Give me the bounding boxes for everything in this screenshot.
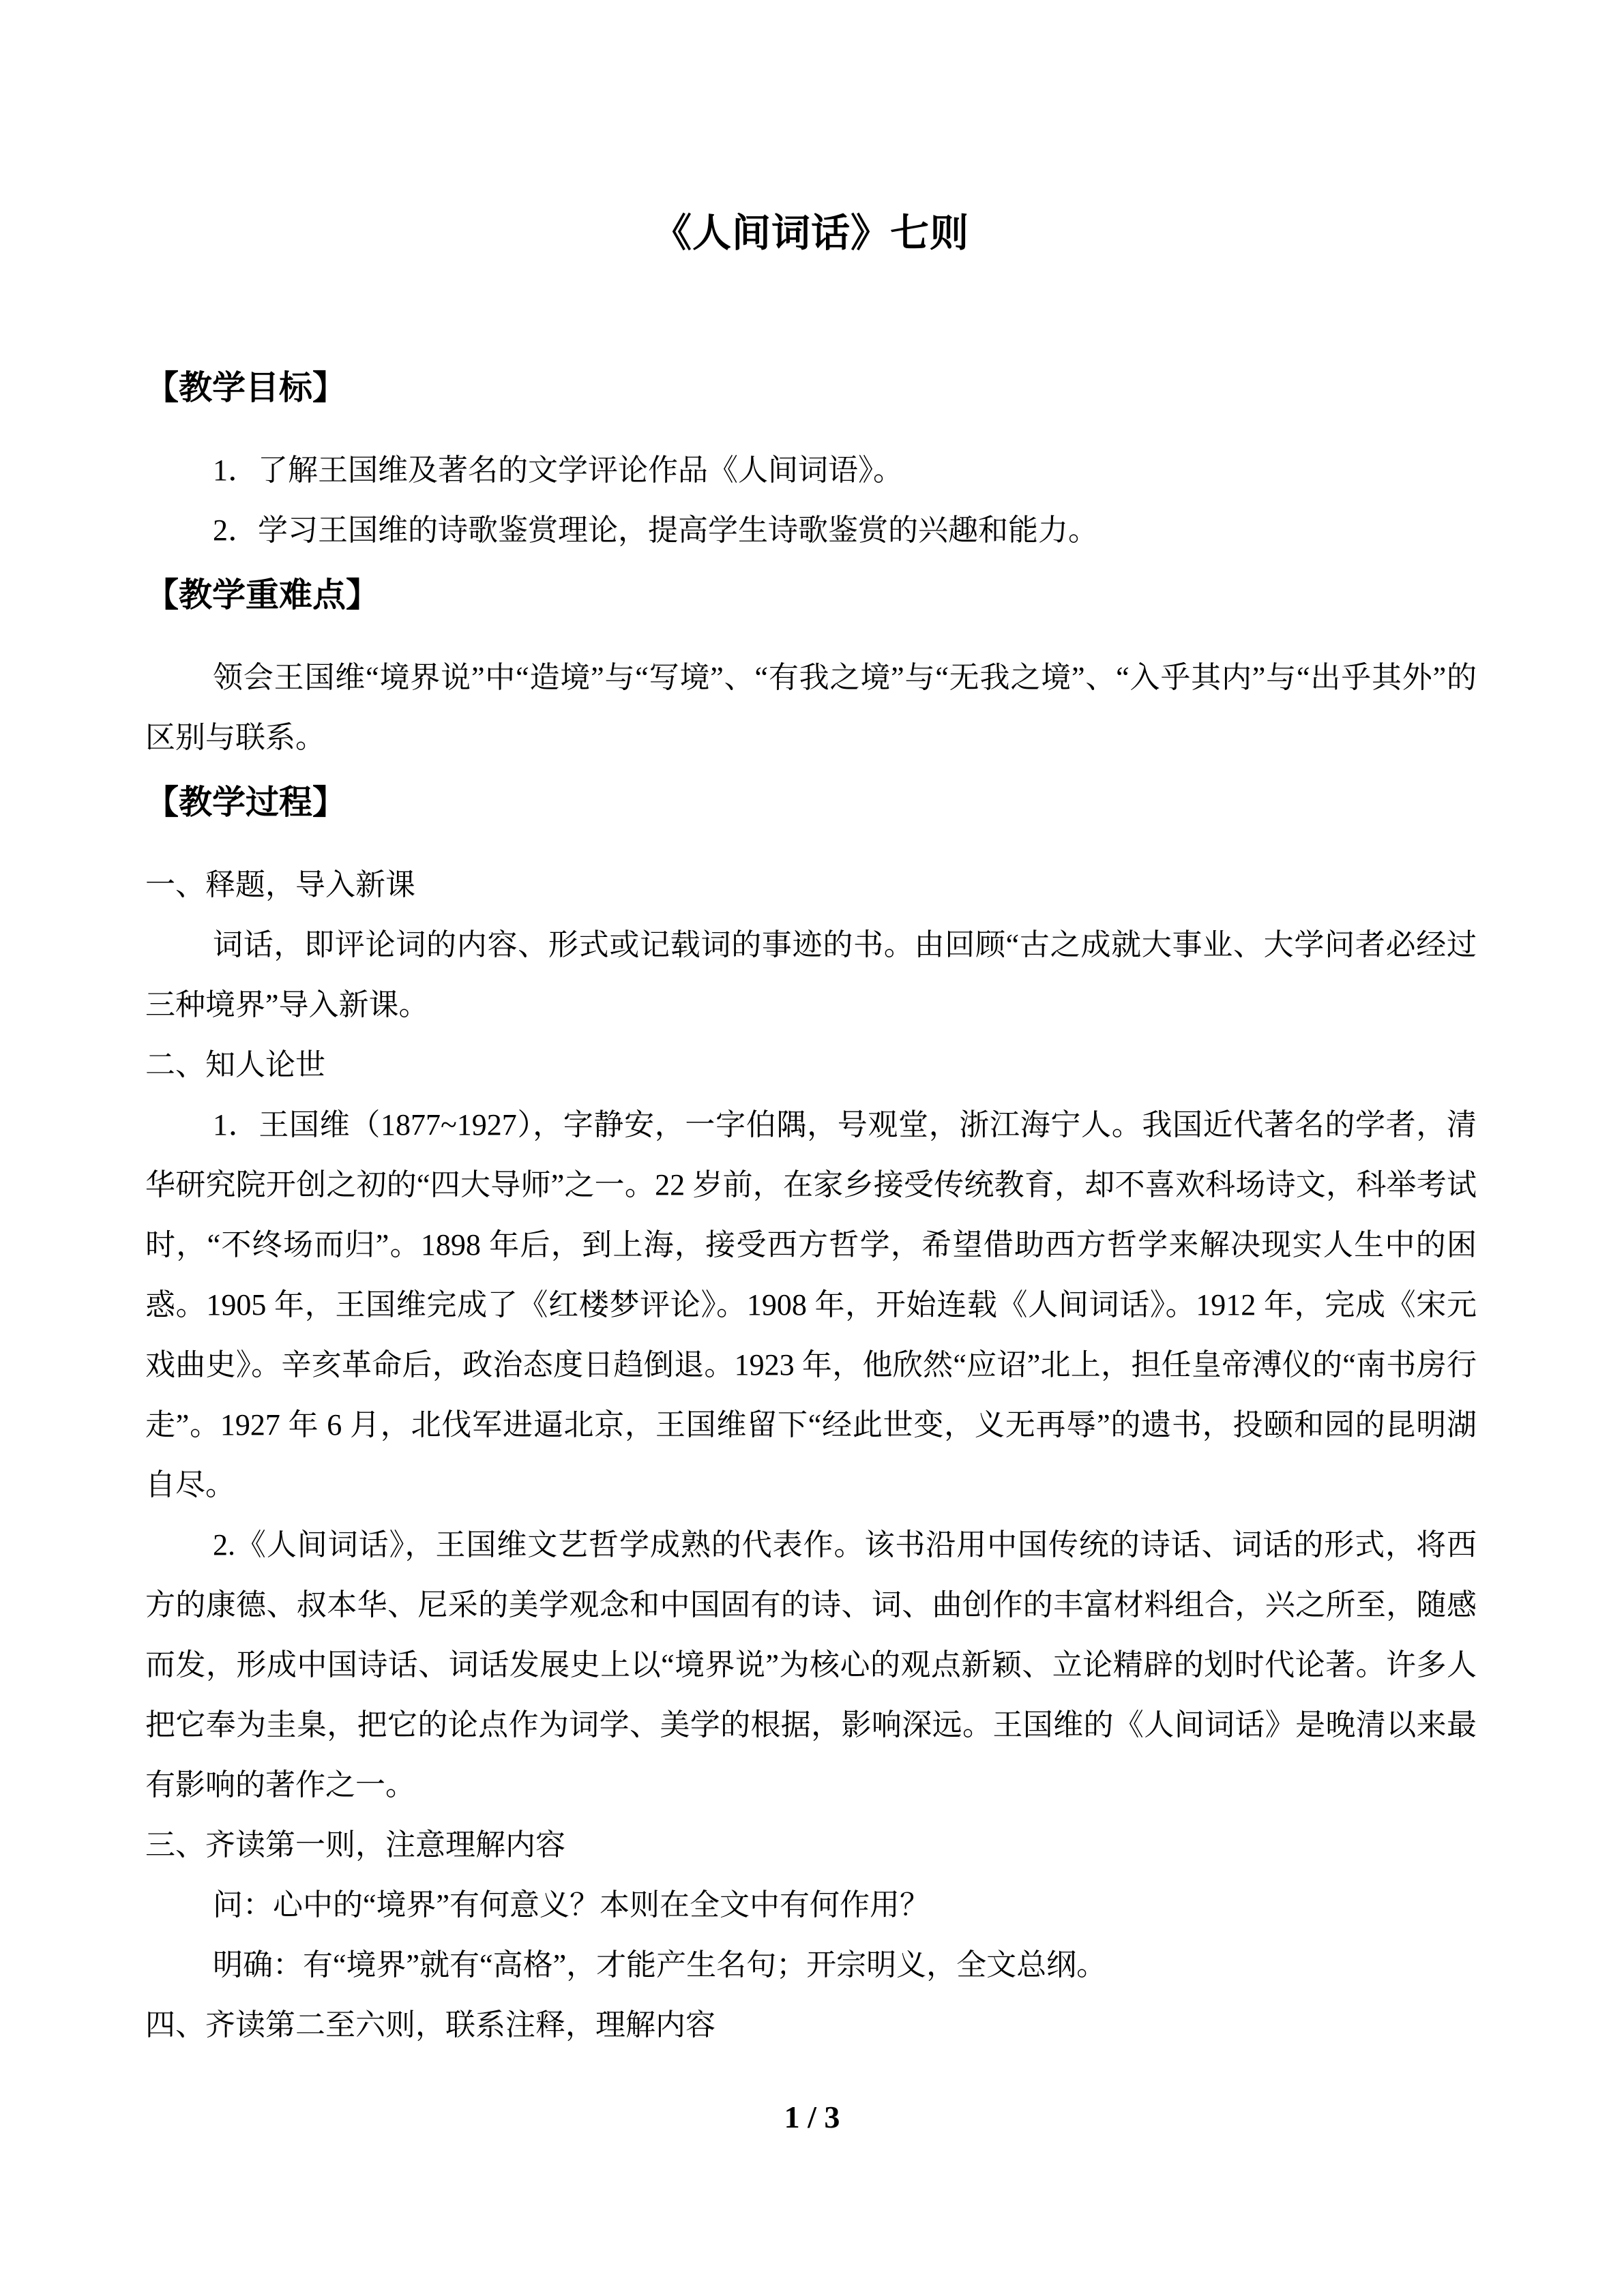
document-title: 《人间词话》七则	[653, 212, 969, 255]
process-step-3-title: 三、齐读第一则，注意理解内容	[145, 1828, 565, 1862]
process-step-2-title: 二、知人论世	[145, 1048, 325, 1082]
objective-item-1: 1．了解王国维及著名的文学评论作品《人间词语》。	[213, 453, 903, 487]
objective-item-2: 2．学习王国维的诗歌鉴赏理论，提高学生诗歌鉴赏的兴趣和能力。	[213, 513, 1098, 547]
process-step-2-paragraph-2: 2.《人间词话》，王国维文艺哲学成熟的代表作。该书沿用中国传统的诗话、词话的形式，将西方的康德、叔本华、尼采的美学观念和中国固有的诗、词、曲创作的丰富材料组合，兴之所至，随感而发，形成中国诗话、词话发展史上以“境界说”为核心的观点新颖、立论精辟的划时代论著。许多人把它奉为圭臬，把它的论点作为词学、美学的根据，影响深远。王国维的《人间词话》是晚清以来最有影响的著作之一。	[145, 1528, 1477, 1802]
process-step-1-paragraph: 词话，即评论词的内容、形式或记载词的事迹的书。由回顾“古之成就大事业、大学问者必经过三种境界”导入新课。	[145, 928, 1477, 1022]
process-step-2-paragraph-1: 1．王国维（1877~1927），字静安，一字伯隅，号观堂，浙江海宁人。我国近代著名的学者，清华研究院开创之初的“四大导师”之一。22 岁前，在家乡接受传统教育，却不喜欢科场诗文，科举考试时，“不终场而归”。1898 年后，到上海，接受西方哲学，希望借助西方哲学来解决现实人生中的困惑。1905 年，王国维完成了《红楼梦评论》。1908 年，开始连载《人间词话》。1912 年，完成《宋元戏曲史》。辛亥革命后，政治态度日趋倒退。1923 年，他欣然“应诏”北上，担任皇帝溥仪的“南书房行走”。1927 年 6 月，北伐军进逼北京，王国维留下“经此世变，义无再辱”的遗书，投颐和园的昆明湖自尽。	[145, 1108, 1477, 1502]
heading-key-difficult-points: 【教学重难点】	[145, 576, 380, 614]
process-step-3-question: 问：心中的“境界”有何意义？本则在全文中有何作用？	[213, 1888, 930, 1922]
page-number: 1 / 3	[784, 2100, 840, 2134]
process-step-1-title: 一、释题，导入新课	[145, 868, 415, 901]
heading-teaching-objectives: 【教学目标】	[145, 369, 346, 406]
heading-teaching-process: 【教学过程】	[145, 784, 346, 821]
process-step-4-title: 四、齐读第二至六则，联系注释，理解内容	[145, 2008, 715, 2042]
process-step-3-answer: 明确：有“境界”就有“高格”，才能产生名句；开宗明义，全文总纲。	[213, 1948, 1107, 1982]
key-points-paragraph: 领会王国维“境界说”中“造境”与“写境”、“有我之境”与“无我之境”、“入乎其内”与“出乎其外”的区别与联系。	[145, 661, 1477, 754]
